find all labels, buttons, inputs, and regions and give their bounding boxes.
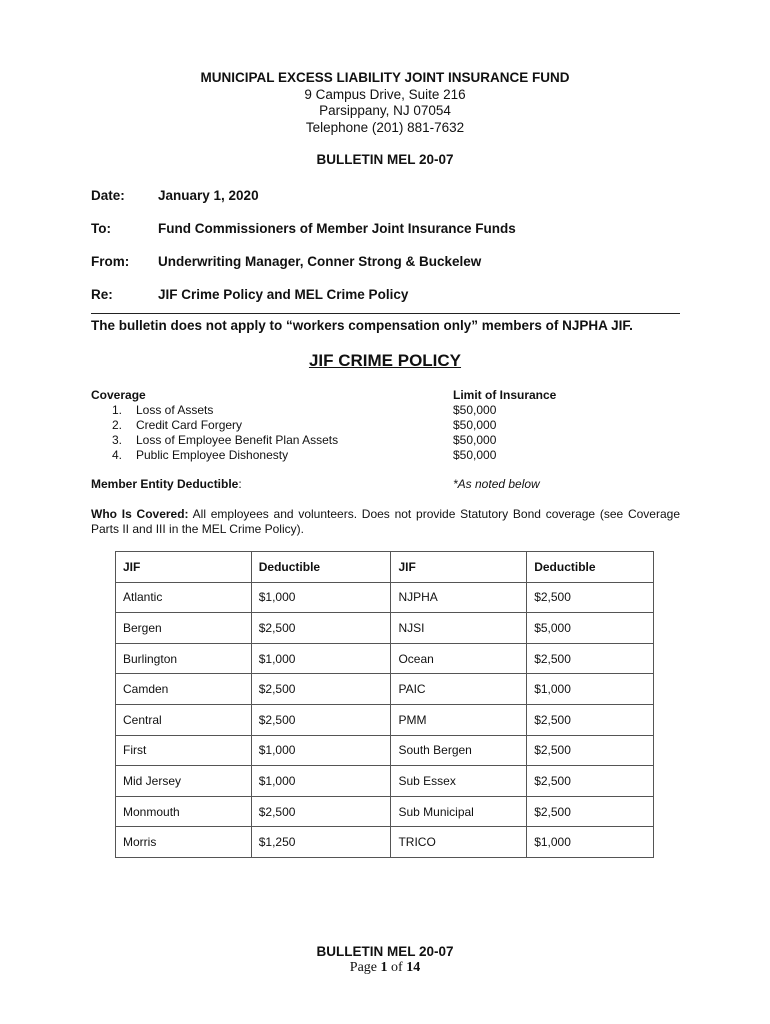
who-is-covered (91, 507, 680, 537)
column-header: JIF (391, 552, 527, 583)
column-header: JIF (116, 552, 252, 583)
table-cell: $1,000 (251, 766, 391, 797)
coverage-item-num: 2. (112, 418, 123, 432)
deductible-colon: : (238, 477, 242, 491)
table-cell: $1,000 (251, 643, 391, 674)
date-value: January 1, 2020 (158, 188, 259, 203)
table-cell: $2,500 (251, 704, 391, 735)
table-cell: $5,000 (527, 613, 654, 644)
phone-line: Telephone (201) 881-7632 (305, 120, 465, 135)
deductible-label: Member Entity Deductible (91, 477, 239, 491)
deductible-table (115, 551, 654, 858)
page-indicator (0, 960, 770, 976)
coverage-item-label: Loss of Employee Benefit Plan Assets (136, 433, 339, 447)
coverage-list (91, 388, 451, 463)
coverage-item (91, 433, 451, 448)
page-word: Page (349, 960, 381, 975)
who-label: Who Is Covered: (91, 507, 189, 521)
memo-to-row (91, 221, 516, 236)
table-row (116, 735, 654, 766)
bulletin-number: BULLETIN MEL 20-07 (316, 152, 454, 167)
limit-heading: Limit of Insurance (453, 388, 557, 402)
table-cell: TRICO (391, 827, 527, 858)
table-cell: Monmouth (116, 796, 252, 827)
limit-value: $50,000 (453, 403, 497, 417)
table-cell: Bergen (116, 613, 252, 644)
table-cell: Morris (116, 827, 252, 858)
table-cell: Sub Municipal (391, 796, 527, 827)
coverage-item-label: Public Employee Dishonesty (136, 448, 289, 462)
divider (91, 313, 680, 314)
re-value: JIF Crime Policy and MEL Crime Policy (158, 287, 409, 302)
table-cell: $2,500 (251, 796, 391, 827)
table-row (116, 613, 654, 644)
footer-bulletin: BULLETIN MEL 20-07 (316, 944, 454, 959)
table-row (116, 796, 654, 827)
limit-value: $50,000 (453, 418, 497, 432)
table-cell: $1,000 (251, 582, 391, 613)
coverage-item (91, 418, 451, 433)
table-row (116, 704, 654, 735)
table-cell: $2,500 (527, 735, 654, 766)
table-row (116, 643, 654, 674)
from-label: From: (91, 254, 130, 269)
table-cell: $2,500 (527, 643, 654, 674)
table-cell: $2,500 (527, 796, 654, 827)
table-cell: $1,000 (527, 827, 654, 858)
table-cell: $1,250 (251, 827, 391, 858)
table-cell: Camden (116, 674, 252, 705)
table-cell: Central (116, 704, 252, 735)
coverage-item-num: 3. (112, 433, 123, 447)
table-row (116, 766, 654, 797)
table-cell: $1,000 (251, 735, 391, 766)
table-cell: First (116, 735, 252, 766)
limit-list (453, 388, 653, 463)
memo-re-row (91, 287, 408, 302)
limit-value: $50,000 (453, 433, 497, 447)
table-cell: NJSI (391, 613, 527, 644)
coverage-item (91, 403, 451, 418)
memo-from-row (91, 254, 481, 269)
limit-value: $50,000 (453, 448, 497, 462)
table-cell: PAIC (391, 674, 527, 705)
table-cell: PMM (391, 704, 527, 735)
table-cell: $2,500 (251, 674, 391, 705)
coverage-item (91, 448, 451, 463)
table-cell: $2,500 (527, 766, 654, 797)
table-cell: Burlington (116, 643, 252, 674)
table-cell: $2,500 (527, 704, 654, 735)
re-label: Re: (91, 287, 113, 302)
table-cell: South Bergen (391, 735, 527, 766)
coverage-item-num: 4. (112, 448, 123, 462)
address-line-2: Parsippany, NJ 07054 (319, 103, 451, 118)
of-word: of (387, 960, 407, 975)
page-total: 14 (406, 960, 421, 975)
table-header-row (116, 552, 654, 583)
table-cell: Ocean (391, 643, 527, 674)
table-cell: $1,000 (527, 674, 654, 705)
section-title: JIF CRIME POLICY (308, 351, 462, 370)
table-row (116, 827, 654, 858)
member-deductible-value: *As noted below (453, 477, 540, 491)
address-line-1: 9 Campus Drive, Suite 216 (304, 87, 466, 102)
table-cell: $2,500 (527, 582, 654, 613)
coverage-item-num: 1. (112, 403, 123, 417)
table-cell: Mid Jersey (116, 766, 252, 797)
coverage-heading: Coverage (91, 388, 146, 402)
table-cell: Sub Essex (391, 766, 527, 797)
member-deductible-label (91, 477, 242, 491)
table-row (116, 674, 654, 705)
who-text: All employees and volunteers. Does not provide Statutory Bond coverage (see Coverage Parts II and III in the MEL Crime Policy). (91, 507, 680, 536)
coverage-item-label: Credit Card Forgery (136, 418, 243, 432)
from-value: Underwriting Manager, Conner Strong & Buckelew (158, 254, 482, 269)
memo-date-row (91, 188, 259, 203)
to-label: To: (91, 221, 111, 236)
org-name: MUNICIPAL EXCESS LIABILITY JOINT INSURANCE FUND (200, 70, 570, 85)
notice-text: The bulletin does not apply to “workers compensation only” members of NJPHA JIF. (91, 318, 633, 333)
column-header: Deductible (251, 552, 391, 583)
table-cell: $2,500 (251, 613, 391, 644)
coverage-item-label: Loss of Assets (136, 403, 214, 417)
to-value: Fund Commissioners of Member Joint Insurance Funds (158, 221, 516, 236)
table-row (116, 582, 654, 613)
page-number: 1 (380, 960, 388, 975)
table-cell: Atlantic (116, 582, 252, 613)
column-header: Deductible (527, 552, 654, 583)
table-cell: NJPHA (391, 582, 527, 613)
date-label: Date: (91, 188, 125, 203)
